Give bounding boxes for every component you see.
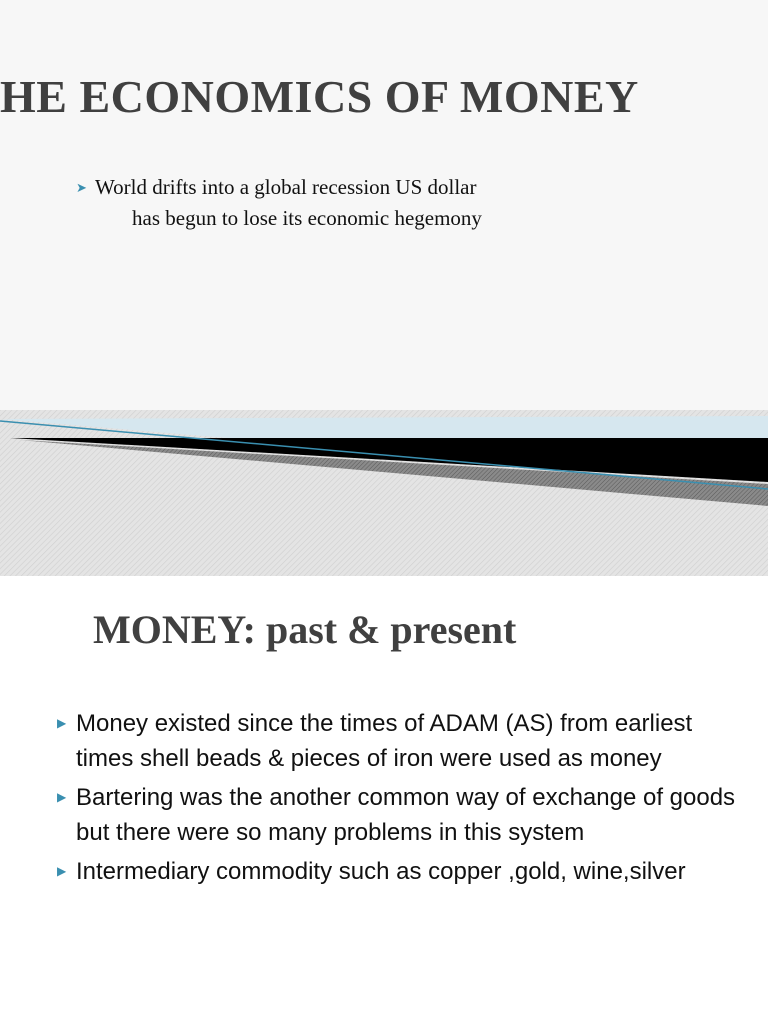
decorative-wedge-graphic bbox=[0, 410, 768, 576]
bullet-text: Bartering was the another common way of exchange of goods but there were so many problems in this system bbox=[76, 784, 736, 846]
triangle-right-icon: ▶ bbox=[57, 716, 67, 730]
triangle-right-icon: ➤ bbox=[76, 180, 87, 195]
bullet-item bbox=[57, 780, 747, 850]
bullet-item bbox=[57, 854, 747, 889]
bullet-list bbox=[76, 172, 576, 234]
bullet-text: Money existed since the times of ADAM (AS) from earliest times shell beads & pieces of iron were used as money bbox=[76, 710, 693, 772]
bullet-line-1: World drifts into a global recession US dollar bbox=[95, 175, 477, 199]
bullet-item bbox=[57, 706, 747, 776]
triangle-right-icon: ▶ bbox=[57, 790, 67, 804]
slide-money-past-present bbox=[0, 576, 768, 1024]
bullet-line-2: has begun to lose its economic hegemony bbox=[132, 206, 482, 230]
bullet-text: Intermediary commodity such as copper ,gold, wine,silver bbox=[76, 858, 686, 885]
slide-title: MONEY: past & present bbox=[93, 607, 517, 652]
bullet-list bbox=[57, 706, 747, 893]
slide-title: HE ECONOMICS OF MONEY bbox=[0, 71, 639, 122]
triangle-right-icon: ▶ bbox=[57, 864, 67, 878]
bullet-item bbox=[76, 172, 576, 234]
